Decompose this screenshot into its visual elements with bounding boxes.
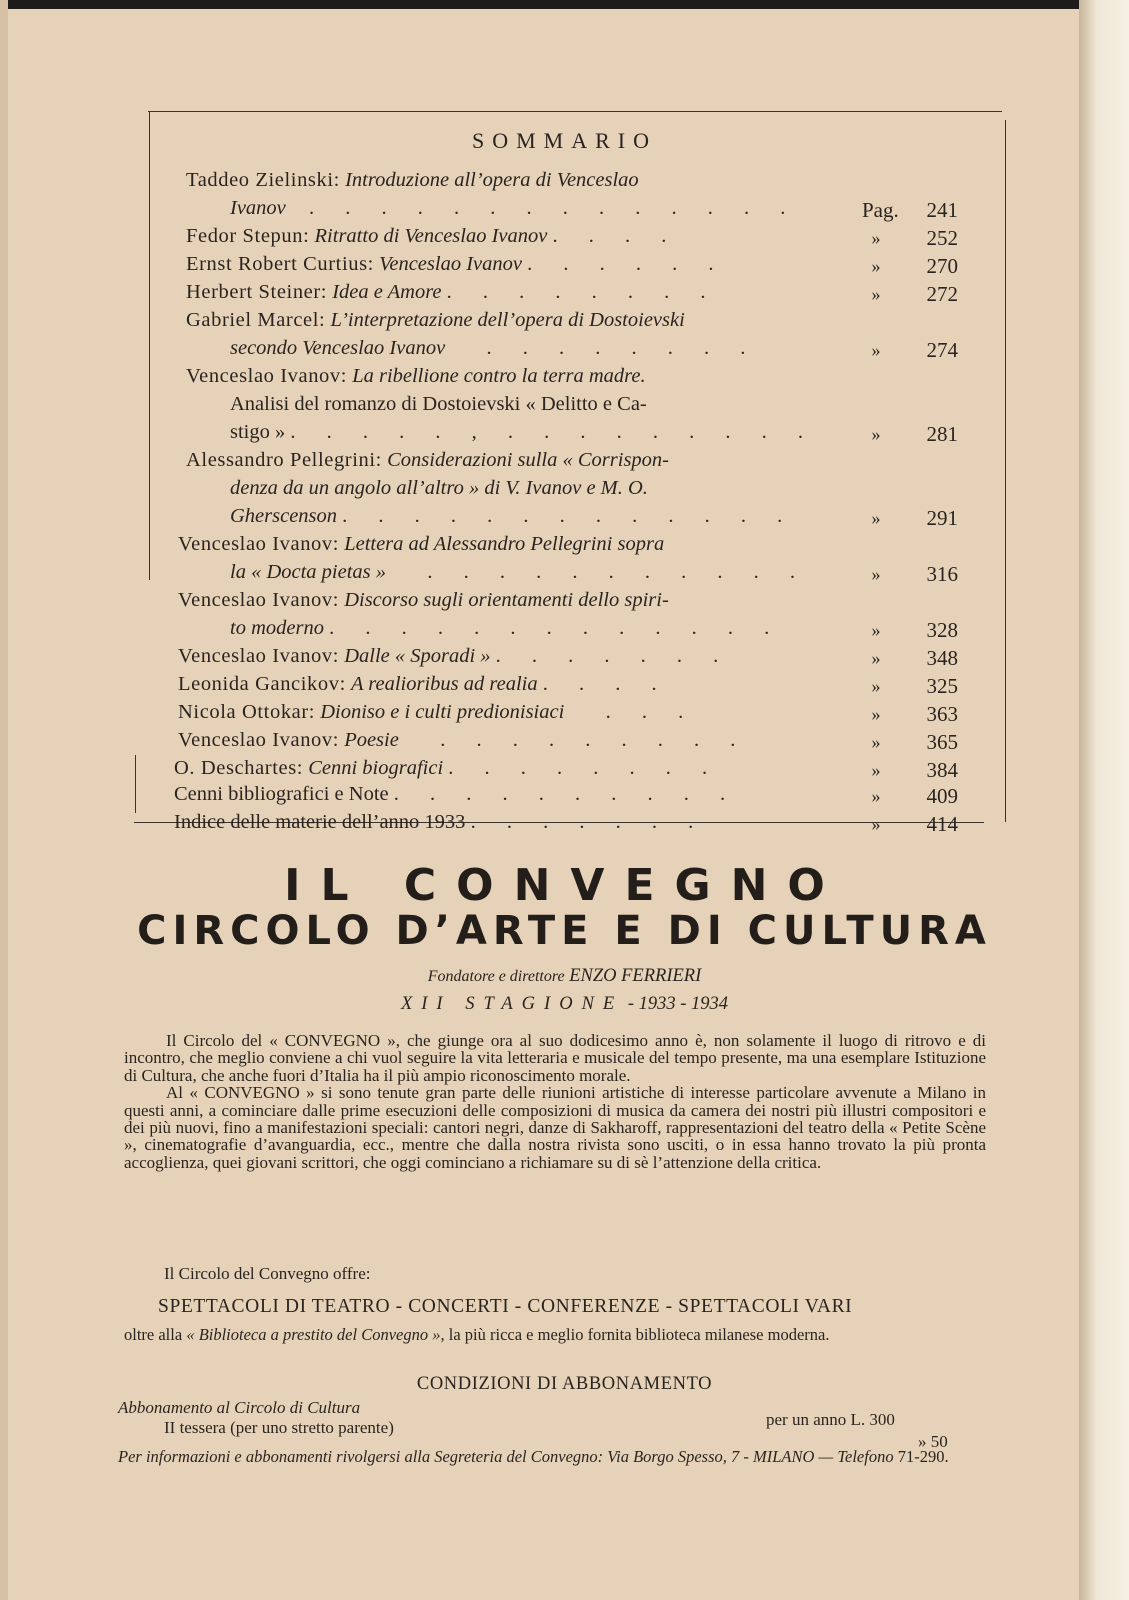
toc-author: Gabriel Marcel:	[186, 309, 326, 331]
convegno-title: IL CONVEGNO	[284, 860, 845, 911]
toc-text: Cenni bibliografici e Note	[174, 783, 389, 805]
toc-title: La ribellione contro la terra madre.	[352, 365, 646, 387]
leader-dots: . . . . . . . . .	[403, 729, 749, 751]
offers-intro: Il Circolo del Convegno offre:	[164, 1264, 371, 1283]
founder-name: ENZO FERRIERI	[569, 966, 702, 986]
toc-author: Venceslao Ivanov:	[178, 589, 340, 611]
toc-author: Venceslao Ivanov:	[178, 533, 340, 555]
page-number: 363	[926, 702, 958, 726]
toc-text: Analisi del romanzo di Dostoievski « Delitto e Ca-	[230, 393, 647, 415]
paragraph-2: Al « CONVEGNO » si sono tenute gran parte delle riunioni artistiche di interesse particolare avvenute a Milano in questi anni, a cominciare dalle prime esecuzioni delle composizioni di musica da camera dei nostri più illustri compositori e dei più nuovi, fino a manifestazioni speciali: cantori negri, danze di Sakharoff, rappresentazioni del teatro della « Petite Scène », cinematografie d’avanguardia, ecc., mentre che dalla nostra rivista sono usciti, o in essa hanno trovato la più pronta accoglienza, quei giovani scrittori, che oggi cominciano a richiamare su di sè l’attenzione della critica.	[124, 1083, 986, 1172]
page-number: 270	[926, 254, 958, 278]
toc-title: Discorso sugli orientamenti dello spiri-	[344, 589, 669, 611]
toc-author: Taddeo Zielinski:	[186, 169, 340, 191]
toc-title: Cenni biografici	[308, 757, 444, 779]
toc-entry-line	[174, 780, 738, 808]
toc-author: Venceslao Ivanov:	[186, 365, 348, 387]
ditto-mark: »	[871, 732, 881, 752]
toc-entry-line	[178, 726, 748, 754]
ditto-mark: »	[871, 760, 881, 780]
page-number: 414	[926, 812, 958, 836]
leader-dots: . . . .	[542, 673, 670, 695]
page-number: 281	[926, 422, 958, 446]
toc-title: Dalle « Sporadi »	[344, 645, 491, 667]
toc-entry-line	[178, 642, 731, 670]
toc-entry-line	[186, 278, 719, 306]
toc-entry-line	[230, 614, 782, 642]
toc-entry-line	[186, 250, 726, 278]
toc-author: Venceslao Ivanov:	[178, 645, 340, 667]
book-page-edge	[1079, 0, 1129, 1600]
leader-dots: . . . . . . . .	[446, 281, 719, 303]
summary-right-rule	[1005, 120, 1006, 822]
toc-title: Dioniso e i culti predionisiaci	[320, 701, 565, 723]
page-left-edge	[0, 0, 8, 1600]
leader-dots: . . . .	[552, 225, 680, 247]
info-phone: 71-290.	[897, 1447, 949, 1466]
toc-title: to moderno	[230, 617, 324, 639]
library-pre: oltre alla	[124, 1325, 183, 1344]
toc-author: Venceslao Ivanov:	[178, 729, 340, 751]
page-number: 316	[926, 562, 958, 586]
toc-entry-line	[186, 222, 679, 250]
toc-text: Indice delle materie dell’anno 1933	[174, 811, 466, 833]
library-post: , la più ricca e meglio fornita biblioteca milanese moderna.	[440, 1325, 830, 1344]
convegno-subtitle: CIRCOLO D’ARTE E DI CULTURA	[137, 908, 992, 954]
toc-entry-line	[174, 754, 720, 782]
page-number: 348	[926, 646, 958, 670]
toc-title: Ivanov	[230, 197, 286, 219]
toc-author: Fedor Stepun:	[186, 225, 310, 247]
toc-entry-line	[186, 446, 669, 474]
ditto-mark: »	[871, 228, 881, 248]
toc-entry-line	[178, 670, 670, 698]
page-number: 252	[926, 226, 958, 250]
page-label: Pag.	[862, 198, 899, 222]
toc-entry-line	[230, 474, 648, 502]
toc-title: Introduzione all’opera di Venceslao	[345, 169, 639, 191]
toc-title: Gherscenson	[230, 505, 338, 527]
summary-top-rule	[148, 111, 1002, 112]
offers-list: SPETTACOLI DI TEATRO - CONCERTI - CONFERENZE - SPETTACOLI VARI	[158, 1296, 853, 1317]
toc-title: Poesie	[344, 729, 399, 751]
toc-title: L’interpretazione dell’opera di Dostoievski	[330, 309, 685, 331]
summary-title: SOMMARIO	[471, 128, 658, 153]
toc-entry-line	[230, 390, 647, 418]
ditto-mark: »	[871, 424, 881, 444]
ditto-mark: »	[871, 704, 881, 724]
summary-left-rule	[149, 112, 150, 580]
leader-dots: . . . . . . . . . .	[393, 783, 739, 805]
page-number: 409	[926, 784, 958, 808]
toc-title: secondo Venceslao Ivanov	[230, 337, 446, 359]
intro-paragraph	[124, 1032, 986, 1171]
page-number: 274	[926, 338, 958, 362]
leader-dots: . . . . . . . . . . .	[391, 561, 809, 583]
toc-title: Considerazioni sulla « Corrispon-	[387, 449, 670, 471]
toc-entry-line	[186, 362, 646, 390]
toc-entry-line	[230, 418, 816, 446]
ditto-mark: »	[871, 256, 881, 276]
page-number: 241	[926, 198, 958, 222]
leader-dots: . . . . . . .	[470, 811, 707, 833]
founder-label: Fondatore e direttore	[427, 968, 565, 985]
leader-dots: . . . . . . . . . . . . .	[329, 617, 783, 639]
leader-dots: . . . . . , . . . . . . . . .	[290, 421, 816, 443]
info-paragraph	[118, 1448, 984, 1466]
toc-entry-line	[174, 808, 706, 836]
toc-entry-line	[178, 698, 696, 726]
ditto-mark: »	[871, 814, 881, 834]
toc-entry-line	[230, 194, 798, 222]
page-number: 272	[926, 282, 958, 306]
paragraph-1: Il Circolo del « CONVEGNO », che giunge ora al suo dodicesimo anno è, non solamente il luogo di ritrovo e di incontro, che meglio conviene a chi vuol seguire la vita letteraria e musicale del tempo presente, ma una esemplare Istituzione di Cultura, che anche fuori d’Italia ha il più ampio riconoscimento morale.	[124, 1031, 986, 1085]
page-number: 384	[926, 758, 958, 782]
toc-title: Idea e Amore	[332, 281, 442, 303]
leader-dots: . . . . . . .	[495, 645, 732, 667]
page-number: 325	[926, 674, 958, 698]
page-number: 365	[926, 730, 958, 754]
leader-dots: . . . . . .	[527, 253, 727, 275]
season-line	[0, 994, 1129, 1015]
leader-dots: . . . . . . . . . . . . . .	[290, 197, 799, 219]
leader-dots: . . . . . . . . . . . . .	[342, 505, 796, 527]
info-text: Per informazioni e abbonamenti rivolgersi alla Segreteria del Convegno: Via Borgo Spesso, 7 - MILANO — Telefono	[118, 1447, 894, 1466]
toc-author: Herbert Steiner:	[186, 281, 328, 303]
season-label: XII STAGIONE	[400, 994, 624, 1014]
toc-title: Venceslao Ivanov	[379, 253, 522, 275]
ditto-mark: »	[871, 508, 881, 528]
library-paragraph	[124, 1326, 984, 1343]
leader-dots: . . . . . . . .	[450, 337, 759, 359]
toc-title: A realioribus ad realia	[351, 673, 538, 695]
toc-entry-line	[186, 166, 639, 194]
ditto-mark: »	[871, 676, 881, 696]
ditto-mark: »	[871, 786, 881, 806]
toc-entry-line	[230, 334, 758, 362]
toc-entry-line	[230, 558, 808, 586]
season-years: - 1933 - 1934	[627, 994, 729, 1014]
toc-author: Leonida Gancikov:	[178, 673, 346, 695]
founder-line	[0, 966, 1129, 987]
subscription-term: per un anno L. 300	[766, 1410, 895, 1429]
toc-title: denza da un angolo all’altro » di V. Ivanov e M. O.	[230, 477, 648, 499]
subscription-label: Abbonamento al Circolo di Cultura	[118, 1398, 361, 1417]
page-number: 291	[926, 506, 958, 530]
ditto-mark: »	[871, 284, 881, 304]
toc-author: Ernst Robert Curtius:	[186, 253, 374, 275]
ditto-mark: »	[871, 564, 881, 584]
page-number: 328	[926, 618, 958, 642]
second-card-price: » 50	[918, 1432, 948, 1451]
ditto-mark: »	[871, 620, 881, 640]
toc-entry-line	[178, 530, 664, 558]
second-card: II tessera (per uno stretto parente)	[164, 1418, 394, 1437]
conditions-heading: CONDIZIONI DI ABBONAMENTO	[416, 1374, 713, 1394]
ditto-mark: »	[871, 340, 881, 360]
library-name: « Biblioteca a prestito del Convegno »	[186, 1325, 441, 1344]
toc-title: Ritratto di Venceslao Ivanov	[314, 225, 548, 247]
toc-title: Lettera ad Alessandro Pellegrini sopra	[344, 533, 665, 555]
toc-author: Nicola Ottokar:	[178, 701, 316, 723]
toc-title: la « Docta pietas »	[230, 561, 387, 583]
leader-dots: . . .	[569, 701, 697, 723]
toc-entry-line	[186, 306, 685, 334]
toc-text: stigo »	[230, 421, 286, 443]
toc-entry-line	[230, 502, 795, 530]
toc-author: O. Deschartes:	[174, 757, 304, 779]
summary-left-rule-lower	[135, 755, 136, 813]
toc-author: Alessandro Pellegrini:	[186, 449, 382, 471]
ditto-mark: »	[871, 648, 881, 668]
toc-entry-line	[178, 586, 669, 614]
leader-dots: . . . . . . . .	[448, 757, 721, 779]
page-top-band	[0, 0, 1129, 9]
